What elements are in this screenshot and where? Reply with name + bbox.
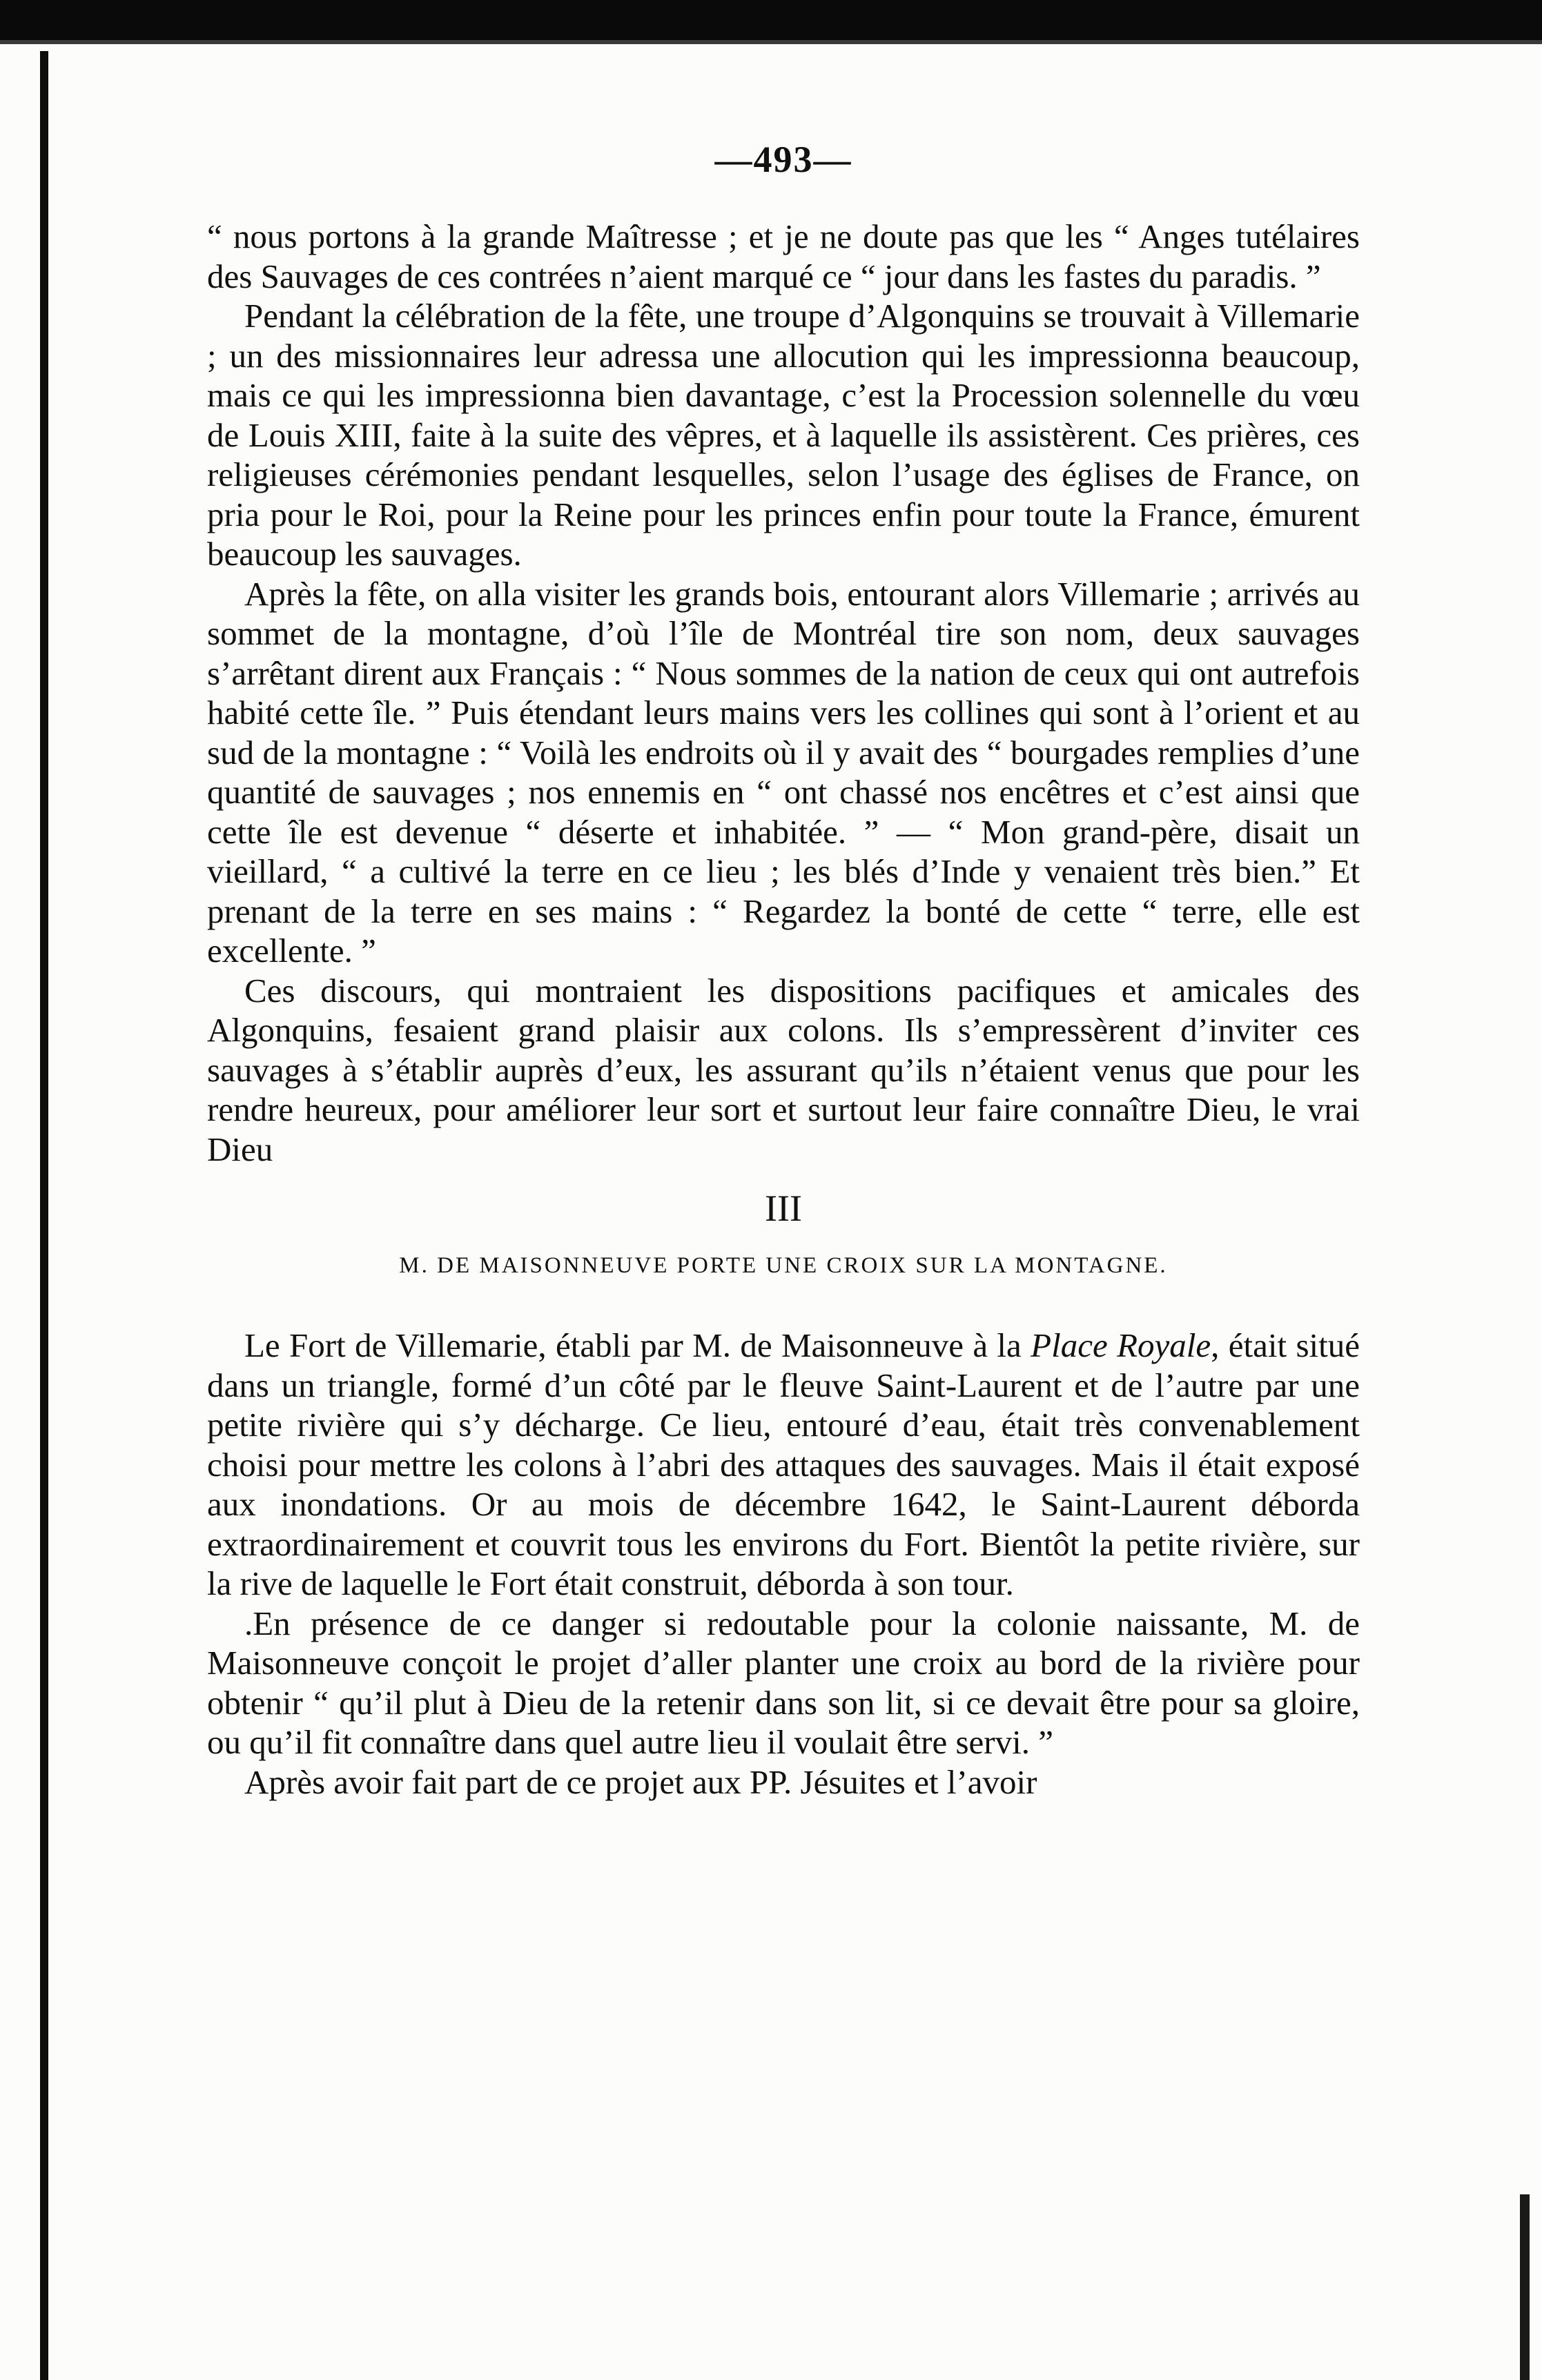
section-number: III (765, 1188, 802, 1229)
paragraph-5-text-a: Le Fort de Villemarie, établi par M. de Maisonneuve à la (244, 1326, 1031, 1364)
section-title: M. DE MAISONNEUVE PORTE UNE CROIX SUR LA MONTAGNE. (399, 1253, 1168, 1278)
scan-left-border (40, 51, 48, 2380)
paragraph-4: Ces discours, qui montraient les dispositions pacifiques et amicales des Algonquins, fesaient grand plaisir aux colons. Ils s’empressèrent d’inviter ces sauvages à s’établir auprès d’eux, les assurant qu’ils n’étaient venus que pour les rendre heureux, pour améliorer leur sort et surtout leur faire connaître Dieu, le vrai Dieu (207, 971, 1360, 1168)
paragraph-7: Après avoir fait part de ce projet aux PP. Jésuites et l’avoir (244, 1762, 1037, 1801)
scan-top-border (0, 0, 1542, 51)
paragraph-5 (207, 1326, 1360, 1604)
paragraph-2: Pendant la célébration de la fête, une troupe d’Algonquins se trouvait à Villemarie ; un des missionnaires leur adressa une allocution qui les impressionna beaucoup, mais ce qui les impressionna bien davantage, c’est la Procession solennelle du vœu de Louis XIII, faite à la suite des vêpres, et à laquelle ils assistèrent. Ces prières, ces religieuses cérémonies pendant lesquelles, selon l’usage des églises de France, on pria pour le Roi, pour la Reine pour les princes enfin pour toute la France, émurent beaucoup les sauvages. (207, 297, 1360, 573)
paragraph-5-italic: Place Royale (1031, 1326, 1211, 1364)
paragraph-5-text-b: , était situé dans un triangle, formé d’un côté par le fleuve Saint-Laurent et de l’autre par une petite rivière qui s’y décharge. Ce lieu, entouré d’eau, était très convenablement choisi pour mettre les colons à l’abri des attaques des sauvages. Mais il était exposé aux inondations. Or au mois de décembre 1642, le Saint-Laurent déborda extraordinairement et couvrit tous les environs du Fort. Bientôt la petite rivière, sur la rive de laquelle le Fort était construit, déborda à son tour. (207, 1326, 1360, 1602)
paragraph-3: Après la fête, on alla visiter les grands bois, entourant alors Villemarie ; arrivés au sommet de la montagne, d’où l’île de Montréal tire son nom, deux sauvages s’arrêtant dirent aux Français : “ Nous sommes de la nation de ceux qui ont autrefois habité cette île. ” Puis étendant leurs mains vers les collines qui sont à l’orient et au sud de la montagne : “ Voilà les endroits où il y avait des “ bourgades remplies d’une quantité de sauvages ; nos ennemis en “ ont chassé nos encêtres et c’est ainsi que cette île est devenue “ déserte et inhabitée. ” — “ Mon grand-père, disait un vieillard, “ a cultivé la terre en ce lieu ; les blés d’Inde y venaient très bien.” Et prenant de la terre en ses mains : “ Regardez la bonté de cette “ terre, elle est excellente. ” (207, 574, 1360, 970)
page-number: —493— (714, 139, 852, 180)
page-body (207, 138, 1360, 1802)
paragraph-6: .En présence de ce danger si redoutable pour la colonie naissante, M. de Maisonneuve conçoit le projet d’aller planter une croix au bord de la rivière pour obtenir “ qu’il plut à Dieu de la retenir dans son lit, si ce devait être pour sa gloire, ou qu’il fit connaître dans quel autre lieu il voulait être servi. ” (207, 1604, 1360, 1761)
scan-right-edge (1520, 2194, 1530, 2380)
paragraph-1: “ nous portons à la grande Maîtresse ; et je ne doute pas que les “ Anges tutélaires des Sauvages de ces contrées n’aient marqué ce “ jour dans les fastes du paradis. ” (207, 217, 1360, 295)
